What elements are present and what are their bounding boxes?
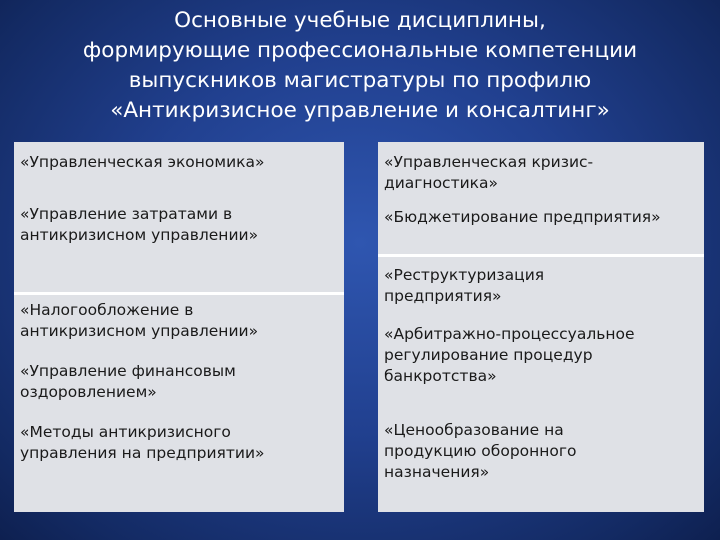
discipline-text: «Методы антикризисного: [20, 423, 231, 441]
discipline-text: диагностика»: [384, 174, 499, 192]
discipline-text: антикризисном управлении»: [20, 322, 259, 340]
discipline-text: «Ценообразование на: [384, 421, 564, 439]
discipline-budgeting: [384, 207, 700, 228]
discipline-text: продукцию оборонного: [384, 442, 577, 460]
discipline-text: «Управление финансовым: [20, 362, 236, 380]
discipline-text: «Реструктуризация: [384, 266, 545, 284]
discipline-text: «Арбитражно-процессуальное: [384, 325, 635, 343]
title-line: «Антикризисное управление и консалтинг»: [110, 98, 610, 123]
discipline-pricing-defense: [384, 420, 700, 483]
left-discipline-list: [14, 142, 344, 512]
discipline-taxation: [20, 300, 340, 342]
discipline-text: оздоровлением»: [20, 383, 157, 401]
discipline-financial-recovery: [20, 361, 340, 403]
discipline-text: «Управление затратами в: [20, 205, 233, 223]
discipline-arbitration: [384, 324, 700, 387]
right-discipline-list: [378, 142, 704, 512]
title-line: выпускников магистратуры по профилю: [128, 68, 592, 93]
discipline-restructuring: [384, 265, 700, 307]
discipline-text: управления на предприятии»: [20, 444, 265, 462]
discipline-text: «Налогообложение в: [20, 301, 194, 319]
discipline-text: предприятия»: [384, 287, 502, 305]
discipline-cost-management: [20, 204, 340, 246]
discipline-text: антикризисном управлении»: [20, 226, 259, 244]
row-divider: [14, 292, 344, 295]
discipline-crisis-methods: [20, 422, 340, 464]
title-line: Основные учебные дисциплины,: [174, 8, 546, 33]
discipline-text: регулирование процедур: [384, 346, 593, 364]
title-line: формирующие профессиональные компетенции: [82, 38, 638, 63]
slide-title: [0, 6, 720, 126]
discipline-text: «Управленческая экономика»: [20, 153, 265, 171]
discipline-text: «Управленческая кризис-: [384, 153, 594, 171]
row-divider: [378, 254, 704, 257]
discipline-crisis-diagnostics: [384, 152, 700, 194]
discipline-text: «Бюджетирование предприятия»: [384, 208, 661, 226]
discipline-text: назначения»: [384, 463, 490, 481]
discipline-managerial-economics: [20, 152, 340, 173]
discipline-text: банкротства»: [384, 367, 497, 385]
